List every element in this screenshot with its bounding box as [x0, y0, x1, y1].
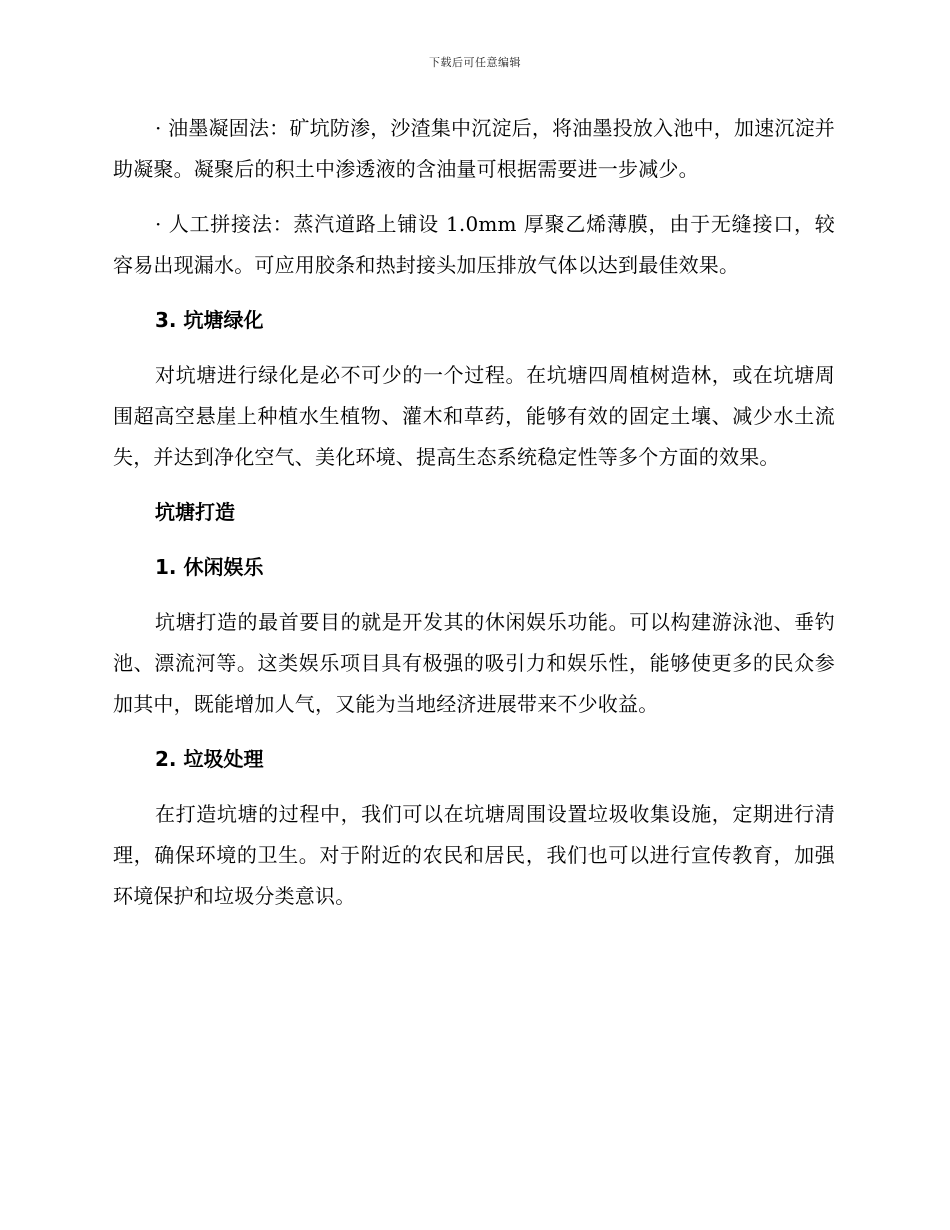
heading-pond-greening: 3. 坑塘绿化 [155, 308, 264, 332]
paragraph-pond-greening: 对坑塘进行绿化是必不可少的一个过程。在坑塘四周植树造林，或在坑塘周围超高空悬崖上种植水生植物、灌木和草药，能够有效的固定土壤、减少水土流失，并达到净化空气、美化环境、提高生态系统稳定性等多个方面的效果。 [113, 363, 835, 469]
heading-pond-building: 坑塘打造 [155, 500, 235, 524]
paragraph-leisure: 坑塘打造的最首要目的就是开发其的休闲娱乐功能。可以构建游泳池、垂钓池、漂流河等。这类娱乐项目具有极强的吸引力和娱乐性，能够使更多的民众参加其中，既能增加人气，又能为当地经济进展带来不少收益。 [113, 610, 835, 716]
paragraph-ink-solidification: · 油墨凝固法：矿坑防渗，沙渣集中沉淀后，将油墨投放入池中，加速沉淀并助凝聚。凝聚后的积土中渗透液的含油量可根据需要进一步减少。 [113, 116, 835, 181]
document-body [113, 108, 835, 931]
paragraph-manual-splicing: · 人工拼接法：蒸汽道路上铺设 1.0mm 厚聚乙烯薄膜，由于无缝接口，较容易出现漏水。可应用胶条和热封接头加压排放气体以达到最佳效果。 [113, 212, 835, 277]
heading-garbage: 2. 垃圾处理 [155, 747, 264, 771]
page-header: 下载后可任意编辑 [429, 56, 521, 69]
heading-leisure: 1. 休闲娱乐 [155, 555, 264, 579]
paragraph-garbage: 在打造坑塘的过程中，我们可以在坑塘周围设置垃圾收集设施，定期进行清理，确保环境的卫生。对于附近的农民和居民，我们也可以进行宣传教育，加强环境保护和垃圾分类意识。 [113, 802, 835, 908]
